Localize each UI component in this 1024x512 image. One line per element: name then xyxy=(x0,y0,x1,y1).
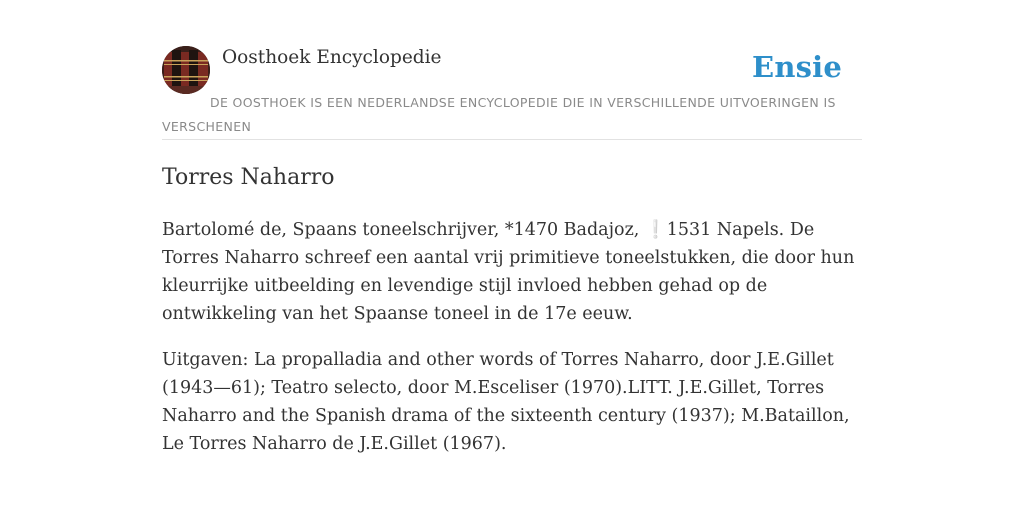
ensie-logo[interactable]: Ensie xyxy=(752,50,842,84)
site-name[interactable]: Oosthoek Encyclopedie xyxy=(222,47,442,68)
article-paragraph: Bartolomé de, Spaans toneelschrijver, *1470 Badajoz, ❕1531 Napels. De Torres Naharro schreef een aantal vrij primitieve toneelstukken, die door hun kleurrijke uitbeelding en levendige stijl invloed hebben gehad op de ontwikkeling van het Spaanse toneel in de 17e eeuw. xyxy=(162,220,855,324)
book-spines-avatar[interactable] xyxy=(162,46,210,94)
article-body xyxy=(162,216,862,476)
book-spines-icon xyxy=(162,46,210,94)
site-tagline: DE OOSTHOEK IS EEN NEDERLANDSE ENCYCLOPEDIE DIE IN VERSCHILLENDE UITVOERINGEN IS VERSCHENEN xyxy=(162,95,836,134)
article-paragraph: Uitgaven: La propalladia and other words of Torres Naharro, door J.E.Gillet (1943—61); Teatro selecto, door M.Esceliser (1970).LITT. J.E.Gillet, Torres Naharro and the Spanish drama of the sixteenth century (1937); M.Bataillon, Le Torres Naharro de J.E.Gillet (1967). xyxy=(162,350,850,454)
article-title: Torres Naharro xyxy=(162,165,335,190)
header-divider xyxy=(162,139,862,140)
